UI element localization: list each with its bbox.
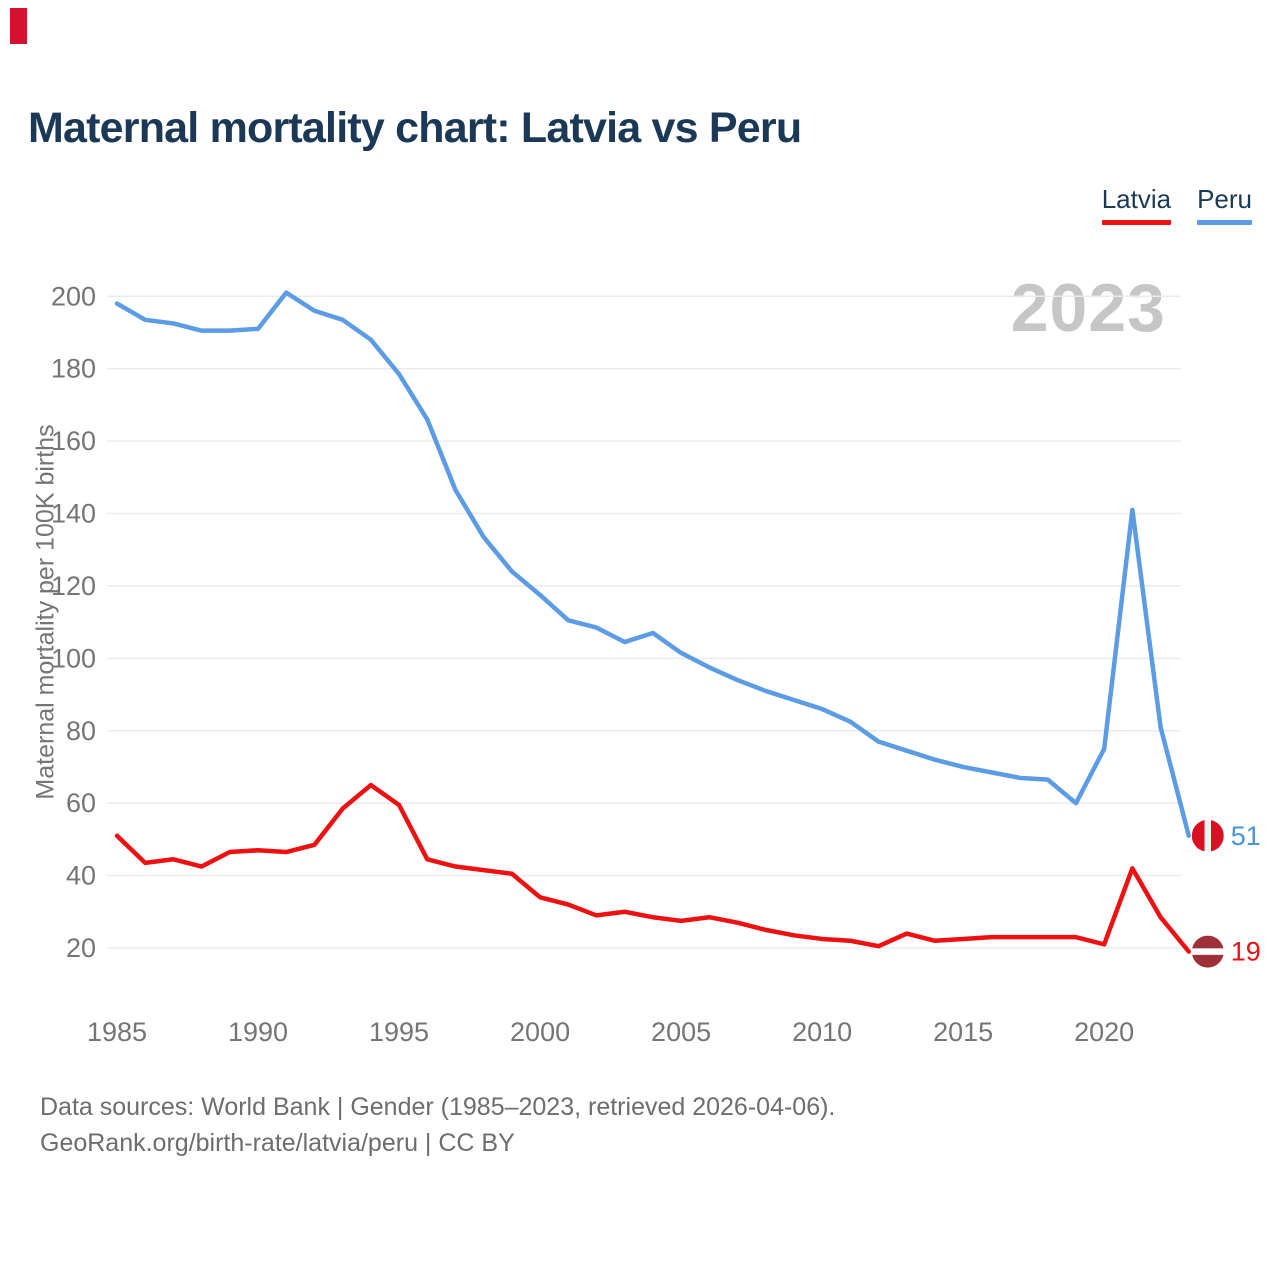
y-axis-title: Maternal mortality per 100K births xyxy=(31,424,60,800)
end-value-label-peru: 51 xyxy=(1230,820,1261,851)
latvia-flag-icon xyxy=(1192,936,1224,968)
y-tick-label-140: 140 xyxy=(50,498,96,529)
legend-label-peru: Peru xyxy=(1197,184,1252,214)
footer xyxy=(40,1089,835,1161)
series-line-latvia xyxy=(117,785,1189,952)
watermark-year: 2023 xyxy=(1010,270,1166,346)
x-tick-label-1985: 1985 xyxy=(86,1017,148,1047)
y-tick-label-100: 100 xyxy=(50,643,96,674)
x-tick-label-1995: 1995 xyxy=(369,1017,430,1047)
x-tick-label-2020: 2020 xyxy=(1074,1017,1135,1047)
x-tick-label-2015: 2015 xyxy=(933,1017,994,1047)
y-tick-label-180: 180 xyxy=(50,353,96,384)
y-tick-label-120: 120 xyxy=(50,570,96,601)
x-tick-label-2010: 2010 xyxy=(792,1017,853,1047)
legend-label-latvia: Latvia xyxy=(1101,184,1172,214)
y-tick-label-200: 200 xyxy=(50,281,96,312)
y-tick-label-60: 60 xyxy=(65,788,96,819)
y-tick-label-160: 160 xyxy=(50,426,96,457)
series-line-peru xyxy=(117,293,1189,836)
y-tick-label-40: 40 xyxy=(65,860,96,891)
y-tick-label-20: 20 xyxy=(65,933,96,963)
end-value-label-latvia: 19 xyxy=(1230,936,1261,967)
footer-attribution: GeoRank.org/birth-rate/latvia/peru | CC BY xyxy=(40,1129,515,1157)
x-tick-label-2005: 2005 xyxy=(651,1017,712,1047)
x-tick-label-1990: 1990 xyxy=(227,1017,289,1047)
page-title: Maternal mortality chart: Latvia vs Peru xyxy=(28,104,802,152)
footer-sources: Data sources: World Bank | Gender (1985–2023, retrieved 2026-04-06). xyxy=(40,1093,836,1121)
peru-flag-icon xyxy=(1192,820,1224,852)
x-tick-label-2000: 2000 xyxy=(510,1017,571,1047)
y-tick-label-80: 80 xyxy=(65,715,96,746)
